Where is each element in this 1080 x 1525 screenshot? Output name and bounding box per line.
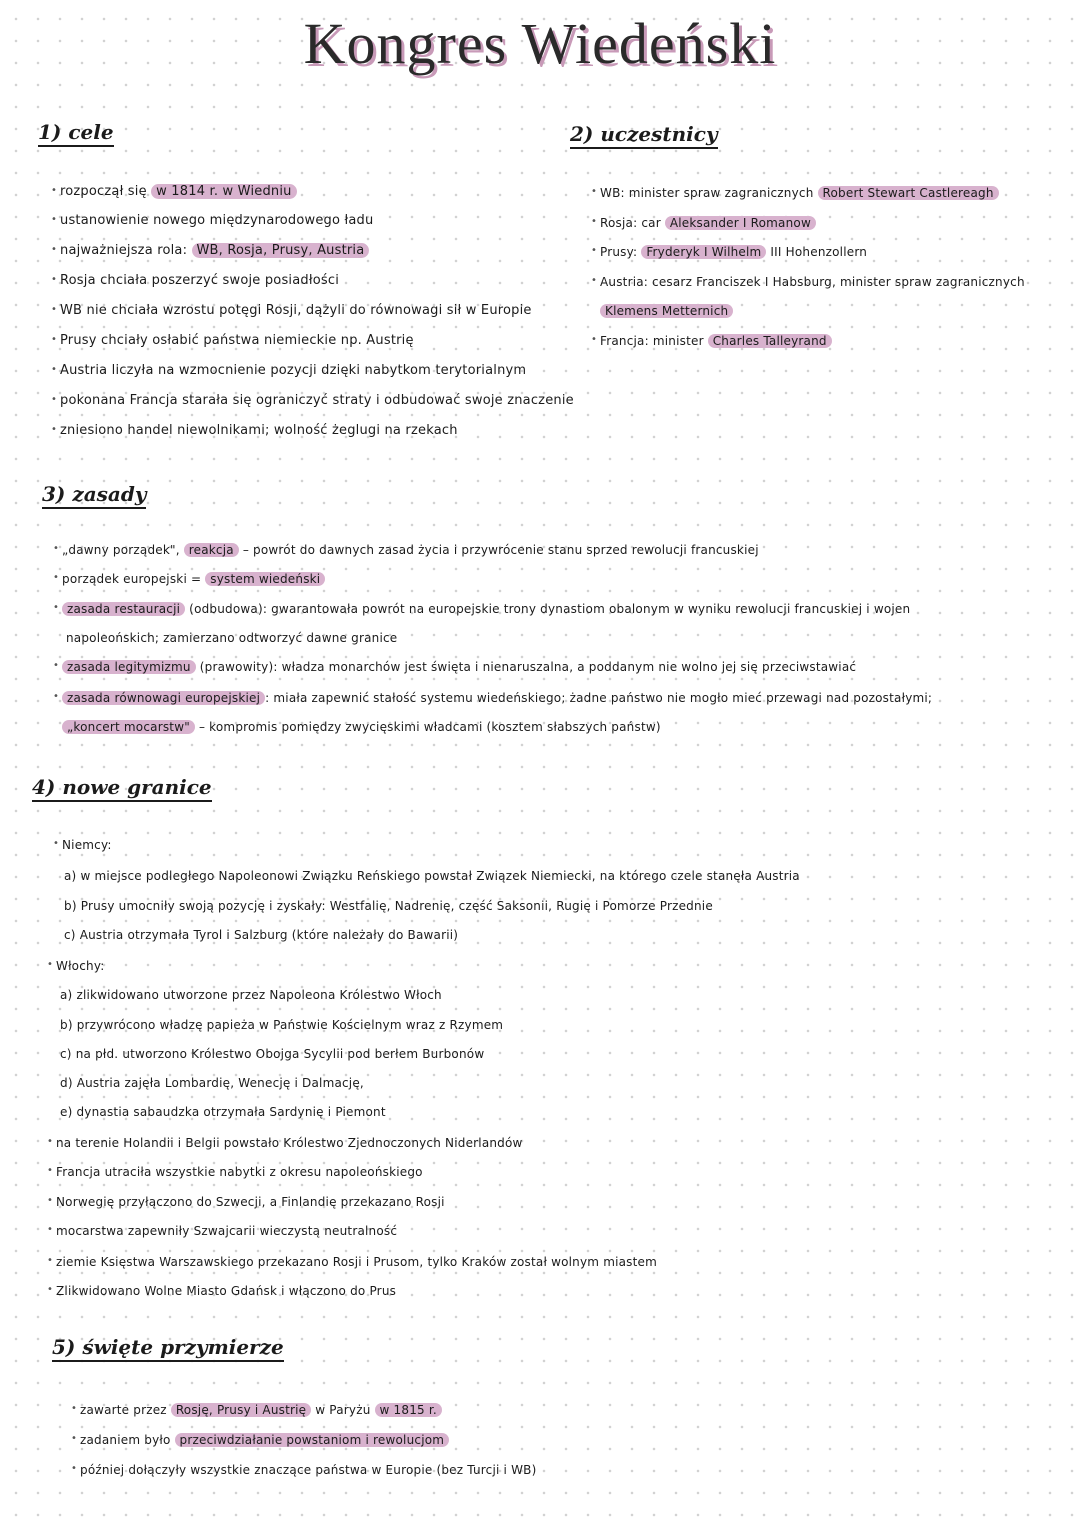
heading-przymierze: 5) święte przymierze xyxy=(52,1335,284,1359)
list-item: • Prusy chciały osłabić państwa niemieckie np. Austrię xyxy=(60,332,414,350)
list-item: • mocarstwa zapewniły Szwajcarii wieczystą neutralność xyxy=(56,1222,397,1240)
list-item: • pokonana Francja starała się ograniczyć straty i odbudować swoje znaczenie xyxy=(60,392,574,410)
list-item: • zasada legitymizmu (prawowity): władza monarchów jest święta i nienaruszalna, a poddanym nie wolno jej się przeciwstawiać xyxy=(62,658,856,676)
list-item: b) Prusy umocniły swoją pozycję i zyskały: Westfalię, Nadrenię, część Saksonii, Rugię i Pomorze Przednie xyxy=(64,899,713,913)
list-item: Klemens Metternich xyxy=(600,302,733,320)
list-item: napoleońskich; zamierzano odtworzyć dawne granice xyxy=(66,631,398,645)
list-item: • zasada restauracji (odbudowa): gwarantowała powrót na europejskie trony dynastiom obalonym w wyniku rewolucji francuskiej i wojen xyxy=(62,600,910,618)
list-item: • „dawny porządek", reakcja – powrót do dawnych zasad życia i przywrócenie stanu sprzed rewolucji francuskiej xyxy=(62,541,759,559)
list-item: • ustanowienie nowego międzynarodowego ładu xyxy=(60,212,373,230)
heading-zasady: 3) zasady xyxy=(42,482,146,506)
list-item: • zniesiono handel niewolnikami; wolność żeglugi na rzekach xyxy=(60,422,458,440)
list-item: • WB nie chciała wzrostu potęgi Rosji, dążyli do równowagi sił w Europie xyxy=(60,302,532,320)
list-item: • Norwegię przyłączono do Szwecji, a Finlandię przekazano Rosji xyxy=(56,1193,445,1211)
list-item: • rozpoczął się w 1814 r. w Wiedniu xyxy=(60,183,297,201)
list-item: • najważniejsza rola: WB, Rosja, Prusy, Austria xyxy=(60,242,369,260)
list-item: a) zlikwidowano utworzone przez Napoleona Królestwo Włoch xyxy=(60,988,442,1002)
heading-granice: 4) nowe granice xyxy=(32,775,212,799)
list-item: • Rosja chciała poszerzyć swoje posiadłości xyxy=(60,272,339,290)
list-item: • zasada równowagi europejskiej : miała zapewnić stałość systemu wiedeńskiego; żadne państwo nie mogło mieć przewagi nad pozostałymi; xyxy=(62,689,932,707)
list-item: • Niemcy: xyxy=(62,836,112,854)
list-item: • ziemie Księstwa Warszawskiego przekazano Rosji i Prusom, tylko Kraków został wolnym miastem xyxy=(56,1253,657,1271)
list-item: • później dołączyły wszystkie znaczące państwa w Europie (bez Turcji i WB) xyxy=(80,1461,536,1479)
list-item: e) dynastia sabaudzka otrzymała Sardynię i Piemont xyxy=(60,1105,386,1119)
list-item: • Francja: minister Charles Talleyrand xyxy=(600,332,832,350)
list-item: • Zlikwidowano Wolne Miasto Gdańsk i włączono do Prus xyxy=(56,1282,396,1300)
list-item: • Austria liczyła na wzmocnienie pozycji dzięki nabytkom terytorialnym xyxy=(60,362,526,380)
list-item: c) Austria otrzymała Tyrol i Salzburg (które należały do Bawarii) xyxy=(64,928,459,942)
list-item: • Rosja: car Aleksander I Romanow xyxy=(600,214,816,232)
list-item: • Prusy: Fryderyk I Wilhelm III Hohenzollern xyxy=(600,243,867,261)
list-item: • zawarte przez Rosję, Prusy i Austrię w Paryżu w 1815 r. xyxy=(80,1401,442,1419)
list-item: c) na płd. utworzono Królestwo Obojga Sycylii pod berłem Burbonów xyxy=(60,1047,485,1061)
page-title: Kongres Wiedeński xyxy=(303,11,777,76)
list-item: • WB: minister spraw zagranicznych Robert Stewart Castlereagh xyxy=(600,184,999,202)
list-item: • Austria: cesarz Franciszek I Habsburg, minister spraw zagranicznych xyxy=(600,273,1025,291)
list-item: • Włochy: xyxy=(56,957,105,975)
heading-uczestnicy: 2) uczestnicy xyxy=(570,122,718,146)
list-item: a) w miejsce podległego Napoleonowi Związku Reńskiego powstał Związek Niemiecki, na którego czele stanęła Austria xyxy=(64,869,800,883)
list-item: d) Austria zajęła Lombardię, Wenecję i Dalmację, xyxy=(60,1076,364,1090)
heading-cele: 1) cele xyxy=(38,120,114,144)
list-item: „koncert mocarstw" – kompromis pomiędzy zwycięskimi władcami (kosztem słabszych państw) xyxy=(62,718,661,736)
list-item: • porządek europejski = system wiedeński xyxy=(62,570,325,588)
list-item: • na terenie Holandii i Belgii powstało Królestwo Zjednoczonych Niderlandów xyxy=(56,1134,523,1152)
list-item: • Francja utraciła wszystkie nabytki z okresu napoleońskiego xyxy=(56,1163,423,1181)
list-item: b) przywrócono władzę papieża w Państwie Kościelnym wraz z Rzymem xyxy=(60,1018,504,1032)
list-item: • zadaniem było przeciwdziałanie powstaniom i rewolucjom xyxy=(80,1431,449,1449)
